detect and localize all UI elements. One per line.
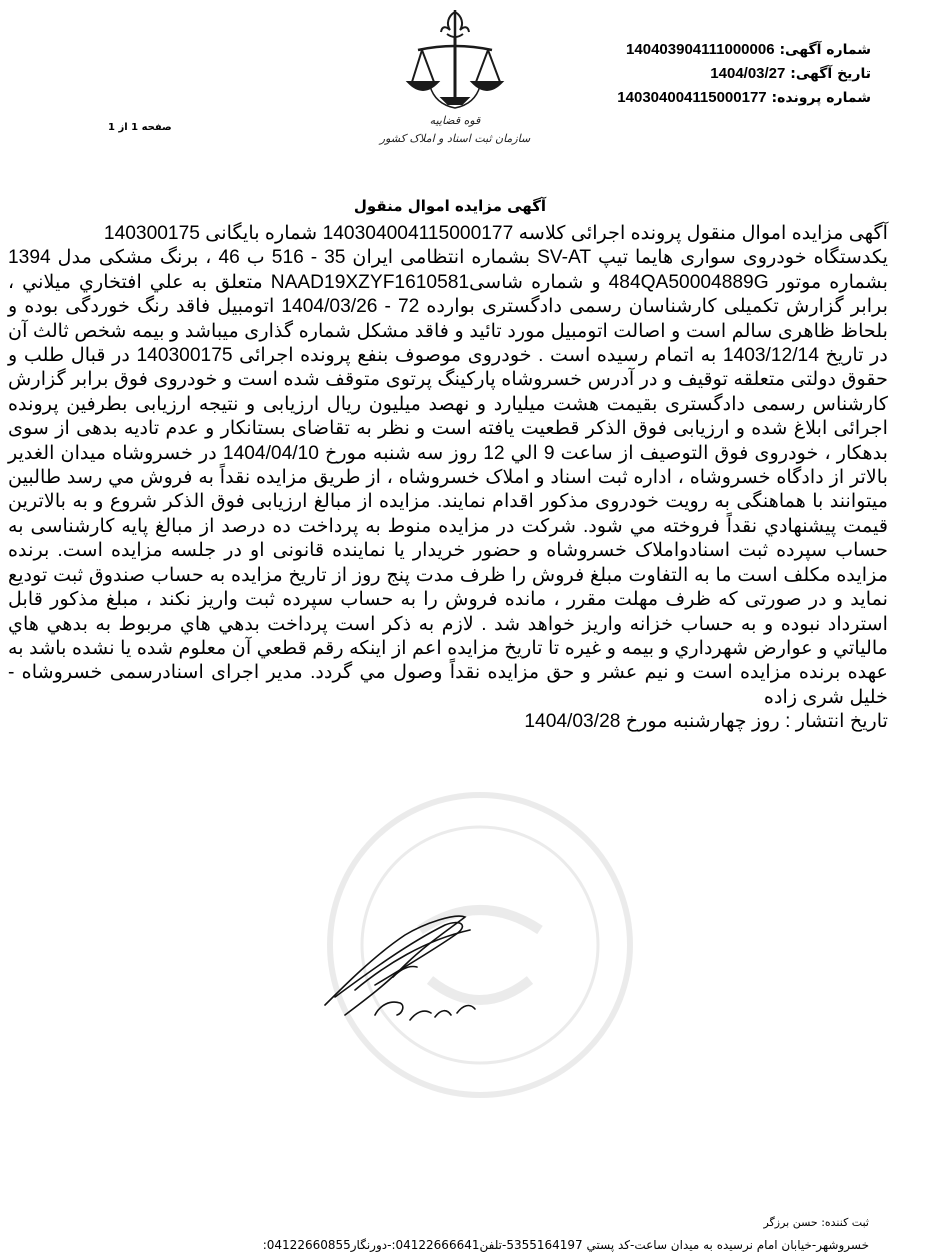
registrar-name: حسن برزگر [763,1216,818,1229]
registrar-label: ثبت کننده: [821,1216,869,1229]
case-number-label: شماره پرونده: [771,90,871,106]
emblem-org-line1: قوه قضاییه [429,114,481,127]
ad-date-row [571,62,871,86]
office-address: خسروشهر-خیابان امام نرسیده به میدان ساعت-کد پستي 5355164197-تلفن04122666641:-دورنگار04122660855: [262,1238,869,1252]
case-number: 140304004115000177 [617,89,767,106]
ad-body-details: یکدستگاه خودروی سواری هایما تیپ SV-AT بشماره انتظامی ایران 35 - 516 ب 46 ، برنگ مشکی مدل 1394 بشماره موتور 484QA50004889G و شماره شاسیNAAD19XZYF1610581 متعلق به علي افتخاري ميلاني ، برابر گزارش تکمیلی کارشناسان رسمی دادگستری بوارده 72 - 1404/03/26 اتومبیل فاقد رنگ خوردگی بوده و بلحاظ ظاهری سالم است و اصالت اتومبیل مورد تائید و فاقد مشکل شماره گذاری میباشد و بیمه شخص ثالث آن در تاریخ 1403/12/14 به اتمام رسیده است . خودروی موصوف بنفع پرونده اجرائی 140300175 در قبال طلب و حقوق دولتی متعلقه توقیف و در آدرس خسروشاه پارکینگ پرتوی متوقف شده است و خودروی فوق برابر گزارش کارشناس رسمی دادگستری بقیمت هشت میلیارد و نهصد میلیون ریال ارزیابی و نتیجه ارزیابی بطرفین پرونده اجرائی ابلاغ شده و ارزیابی فوق الذکر قطعیت یافته است و نظر به تقاضای بستانکار و عدم تادیه بدهی از سوی بدهکار ، خودروی فوق التوصیف از ساعت 9 الي 12 روز سه شنبه مورخ 1404/04/10 در خسروشاه میدان الغدیر بالاتر از دادگاه خسروشاه ، اداره ثبت اسناد و املاک خسروشاه ، از طريق مزايده نقداً به فروش مي رسد طالبین میتوانند با هماهنگی به رویت خودروی مذکور اقدام نمايند. مزايده از مبالغ ارزیابی فوق الذکر شروع و به بالاترين قيمت پيشنهادي نقداً فروخته مي شود. شرکت در مزایده منوط به پرداخت ده درصد از مبالغ پایه کارشناسی به حساب سپرده ثبت اسنادواملاک خسروشاه و حضور خریدار یا نماینده قانونی او در جلسه مزایده است. برنده مزایده مکلف است ما به التفاوت مبلغ فروش را ظرف مدت پنج روز از تاریخ مزایده به حساب صندوق ثبت توديع نمايد و در صورتی که ظرف مهلت مقرر ، مانده فروش را به حساب سپرده ثبت واریز نکند ، مبلغ مذکور قابل استرداد نبوده و به حساب خزانه واريز خواهد شد . لازم به ذکر است پرداخت بدهي هاي مربوط به بدهي هاي مالياتي و عوارض شهرداري و بيمه و غيره تا تاريخ مزايده اعم از اينکه رقم قطعي آن معلوم شده يا نشده باشد به عهده برنده مزايده است و نيم عشر و حق مزايده نقداً وصول مي گردد. مدیر اجرای اسنادرسمی خسروشاه - خلیل شری زاده [8,247,888,708]
emblem-org-names [360,112,550,148]
ad-date-label: تاریخ آگهی: [790,66,871,82]
ad-body [8,222,888,735]
ad-number-row [571,38,871,62]
publish-date: تاریخ انتشار : روز چهارشنبه مورخ 1404/03/28 [524,711,888,733]
handwritten-signature-icon [305,905,505,1035]
ad-number: 14040390411100000​6 [626,41,775,58]
ad-number-label: شماره آگهی: [779,42,871,58]
ad-date: 1404/03/27 [710,65,786,82]
case-number-row [571,86,871,110]
page-title: آگهی مزایده اموال منقول [353,197,547,215]
emblem-org-line2: سازمان ثبت اسناد و املاک کشور [379,132,531,145]
ad-meta [571,38,871,110]
registrar [763,1216,869,1229]
ad-body-heading: آگهی مزایده اموال منقول پرونده اجرائی کلاسه 140304004115000177 شماره بایگانی 140300175 [103,223,888,244]
page-number: صفحه 1 از 1 [108,122,172,133]
